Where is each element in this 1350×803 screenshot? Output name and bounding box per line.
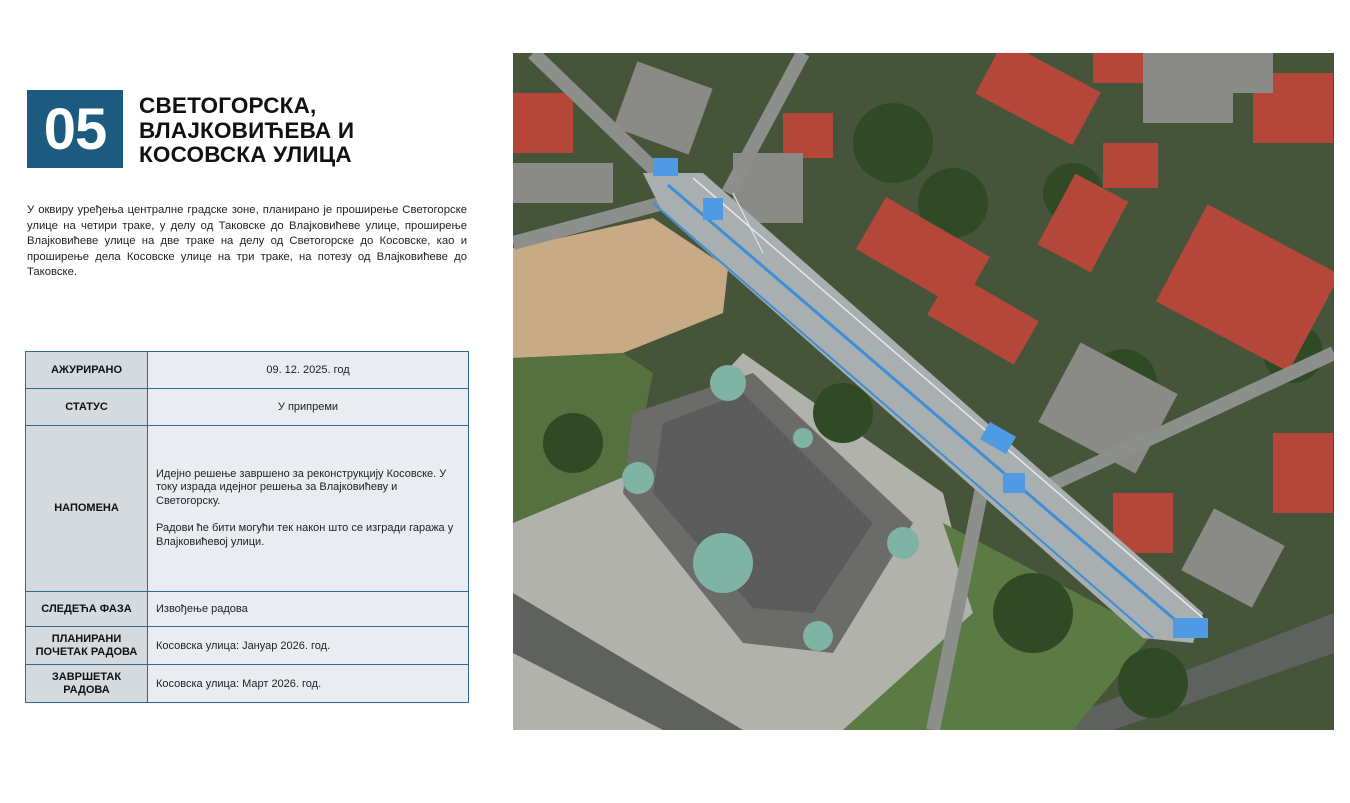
note-label: НАПОМЕНА [26,426,148,592]
updated-value: 09. 12. 2025. год [148,352,469,389]
row-completion [26,665,469,703]
planned-start-label-line-1: ПЛАНИРАНИ [51,632,122,645]
project-info-table [25,351,469,703]
page-title [139,94,469,168]
title-line-2: ВЛАЈКОВИЋЕВА И [139,117,355,143]
row-status [26,389,469,426]
status-value: У припреми [148,389,469,426]
section-number-badge: 05 [27,90,123,168]
planned-start-value: Косовска улица: Јануар 2026. год. [148,627,469,665]
title-line-3: КОСОВСКА УЛИЦА [139,142,352,167]
completion-label [26,665,148,703]
status-label: СТАТУС [26,389,148,426]
completion-label-line-2: РАДОВА [63,683,110,696]
row-updated [26,352,469,389]
next-phase-value: Извођење радова [148,592,469,627]
note-paragraph-2: Радови ће бити могући тек након што се изгради гаража у Влајковићевој улици. [156,522,454,548]
project-description: У оквиру уређења централне градске зоне, планирано је проширење Светогорске улице на четири траке, у делу од Таковске до Влајковићеве улице, проширење Влајковићеве улице на две траке на делу од Светогорске до Косовске, као и проширење дела Косовске улице на три траке, на потезу од Влајковићеве до Таковске. [27,204,467,279]
row-note [26,426,469,592]
aerial-map-illustration [513,53,1334,730]
title-line-1: СВЕТОГОРСКА, [139,93,317,118]
note-paragraph-1: Идејно решење завршено за реконструкцију Косовске. У току израда идејног решења за Влајковићеву и Светогорску. [156,467,447,507]
row-next-phase [26,592,469,627]
note-value [148,426,469,592]
row-planned-start [26,627,469,665]
next-phase-label: СЛЕДЕЋА ФАЗА [26,592,148,627]
completion-label-line-1: ЗАВРШЕТАК [51,670,122,683]
planned-start-label-line-2: ПОЧЕТАК РАДОВА [35,645,138,658]
updated-label: АЖУРИРАНО [26,352,148,389]
aerial-map [513,53,1334,730]
planned-start-label [26,627,148,665]
completion-value: Косовска улица: Март 2026. год. [148,665,469,703]
